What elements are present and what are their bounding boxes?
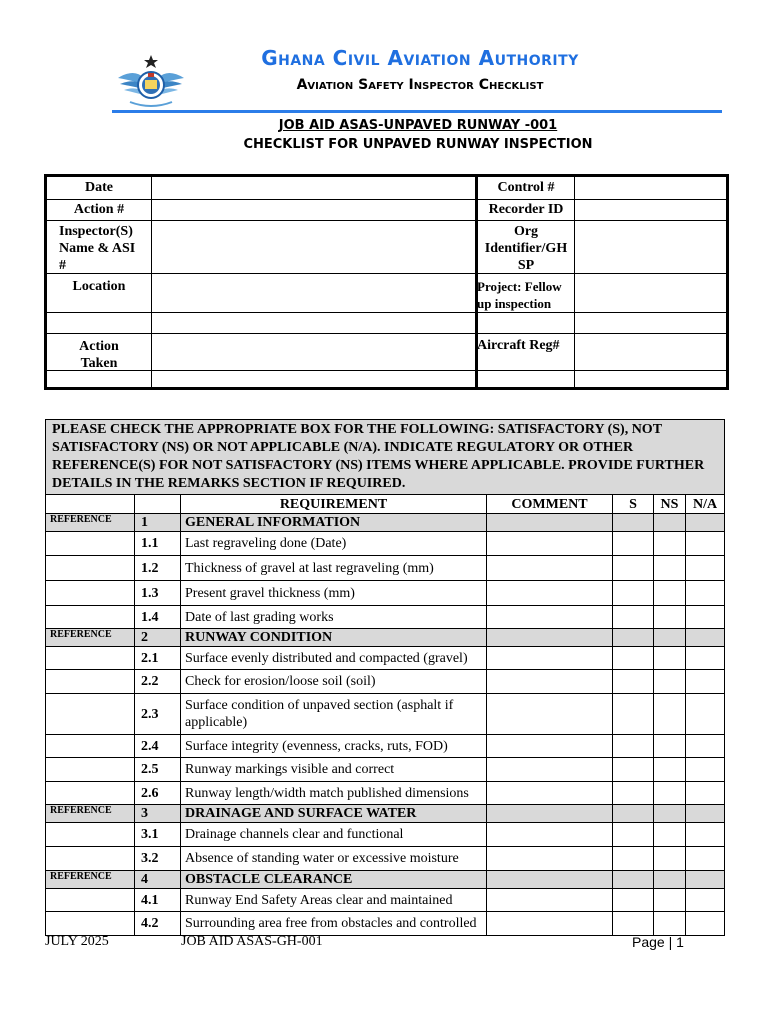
satisfactory-checkbox-cell[interactable] bbox=[613, 735, 654, 758]
not-satisfactory-checkbox-cell[interactable] bbox=[654, 889, 686, 912]
section-header-row bbox=[46, 805, 725, 823]
location-label: Location bbox=[72, 279, 126, 294]
not-satisfactory-checkbox-cell[interactable] bbox=[654, 556, 686, 581]
section-number: 1 bbox=[135, 514, 181, 532]
reference-cell[interactable] bbox=[46, 912, 135, 936]
checklist-item-row bbox=[46, 889, 725, 912]
satisfactory-checkbox-cell[interactable] bbox=[613, 847, 654, 871]
recorder-id-label: Recorder ID bbox=[488, 202, 564, 217]
action-number-field[interactable] bbox=[152, 200, 475, 220]
checklist-table bbox=[45, 419, 725, 936]
reference-cell[interactable] bbox=[46, 647, 135, 670]
date-label: Date bbox=[85, 180, 113, 195]
footer-page-number: Page | 1 bbox=[632, 934, 684, 950]
checklist-item-row bbox=[46, 670, 725, 694]
satisfactory-checkbox-cell[interactable] bbox=[613, 556, 654, 581]
project-field[interactable] bbox=[575, 274, 726, 312]
checklist-item-row bbox=[46, 847, 725, 871]
not-applicable-checkbox-cell[interactable] bbox=[686, 670, 725, 694]
requirement-text: Drainage channels clear and functional bbox=[181, 823, 487, 847]
instructions-text: PLEASE CHECK THE APPROPRIATE BOX FOR THE FOLLOWING: SATISFACTORY (S), NOT SATISFACTORY (NS) OR NOT APPLICABLE (N/A). INDICATE REGULATORY OR OTHER REFERENCE(S) FOR NOT SATISFACTORY (NS) ITEMS WHERE APPLICABLE. PROVIDE FURTHER DETAILS IN THE REMARKS SECTION IF REQUIRED. bbox=[46, 420, 725, 495]
gcaa-logo bbox=[116, 54, 186, 112]
reference-cell[interactable] bbox=[46, 694, 135, 735]
section-header-row bbox=[46, 871, 725, 889]
satisfactory-column-header: S bbox=[613, 495, 654, 514]
section-ns-cell bbox=[654, 629, 686, 647]
control-number-field[interactable] bbox=[575, 177, 726, 199]
reference-cell[interactable] bbox=[46, 581, 135, 606]
item-number: 1.4 bbox=[135, 606, 181, 629]
reference-column-header bbox=[46, 495, 135, 514]
section-header-row bbox=[46, 629, 725, 647]
comment-cell[interactable] bbox=[487, 782, 613, 805]
not-applicable-checkbox-cell[interactable] bbox=[686, 735, 725, 758]
item-number: 2.2 bbox=[135, 670, 181, 694]
checklist-item-row bbox=[46, 556, 725, 581]
section-na-cell bbox=[686, 514, 725, 532]
satisfactory-checkbox-cell[interactable] bbox=[613, 782, 654, 805]
item-number: 2.6 bbox=[135, 782, 181, 805]
comment-column-header: COMMENT bbox=[487, 495, 613, 514]
item-number: 3.1 bbox=[135, 823, 181, 847]
requirement-text: Check for erosion/loose soil (soil) bbox=[181, 670, 487, 694]
satisfactory-checkbox-cell[interactable] bbox=[613, 606, 654, 629]
checklist-item-row bbox=[46, 606, 725, 629]
not-satisfactory-checkbox-cell[interactable] bbox=[654, 735, 686, 758]
checklist-item-row bbox=[46, 782, 725, 805]
inspector-name-field[interactable] bbox=[152, 221, 475, 273]
item-number: 2.3 bbox=[135, 694, 181, 735]
section-s-cell bbox=[613, 629, 654, 647]
not-applicable-checkbox-cell[interactable] bbox=[686, 556, 725, 581]
checklist-item-row bbox=[46, 823, 725, 847]
footer-doc-code: JOB AID ASAS-GH-001 bbox=[181, 934, 323, 949]
item-number: 2.5 bbox=[135, 758, 181, 782]
org-title: Ghana Civil Aviation Authority bbox=[261, 46, 579, 70]
item-number: 3.2 bbox=[135, 847, 181, 871]
section-number: 4 bbox=[135, 871, 181, 889]
section-title: GENERAL INFORMATION bbox=[181, 514, 487, 532]
reference-cell[interactable] bbox=[46, 847, 135, 871]
not-satisfactory-checkbox-cell[interactable] bbox=[654, 670, 686, 694]
item-number: 4.1 bbox=[135, 889, 181, 912]
not-applicable-checkbox-cell[interactable] bbox=[686, 889, 725, 912]
item-number: 2.4 bbox=[135, 735, 181, 758]
section-comment-cell bbox=[487, 871, 613, 889]
item-number: 4.2 bbox=[135, 912, 181, 936]
section-s-cell bbox=[613, 805, 654, 823]
requirement-text: Last regraveling done (Date) bbox=[181, 532, 487, 556]
requirement-text: Surface integrity (evenness, cracks, ruts, FOD) bbox=[181, 735, 487, 758]
comment-cell[interactable] bbox=[487, 889, 613, 912]
header-rule bbox=[112, 110, 722, 113]
not-applicable-checkbox-cell[interactable] bbox=[686, 647, 725, 670]
section-reference-label: REFERENCE bbox=[46, 629, 135, 647]
satisfactory-checkbox-cell[interactable] bbox=[613, 581, 654, 606]
item-number: 1.1 bbox=[135, 532, 181, 556]
satisfactory-checkbox-cell[interactable] bbox=[613, 532, 654, 556]
satisfactory-checkbox-cell[interactable] bbox=[613, 694, 654, 735]
comment-cell[interactable] bbox=[487, 556, 613, 581]
not-applicable-checkbox-cell[interactable] bbox=[686, 782, 725, 805]
footer-date: JULY 2025 bbox=[45, 934, 109, 949]
comment-cell[interactable] bbox=[487, 647, 613, 670]
comment-cell[interactable] bbox=[487, 912, 613, 936]
action-taken-field[interactable] bbox=[152, 334, 475, 370]
doc-subtitle: CHECKLIST FOR UNPAVED RUNWAY INSPECTION bbox=[243, 137, 593, 152]
section-title: OBSTACLE CLEARANCE bbox=[181, 871, 487, 889]
section-header-row bbox=[46, 514, 725, 532]
reference-cell[interactable] bbox=[46, 735, 135, 758]
reference-cell[interactable] bbox=[46, 606, 135, 629]
control-number-label: Control # bbox=[497, 180, 555, 195]
aircraft-reg-field[interactable] bbox=[575, 334, 726, 370]
comment-cell[interactable] bbox=[487, 758, 613, 782]
location-field[interactable] bbox=[152, 274, 475, 312]
requirement-text: Present gravel thickness (mm) bbox=[181, 581, 487, 606]
org-subtitle: Aviation Safety Inspector Checklist bbox=[296, 77, 544, 93]
section-na-cell bbox=[686, 805, 725, 823]
comment-cell[interactable] bbox=[487, 735, 613, 758]
not-satisfactory-column-header: NS bbox=[654, 495, 686, 514]
comment-cell[interactable] bbox=[487, 823, 613, 847]
action-number-label: Action # bbox=[73, 202, 125, 217]
requirement-text: Runway End Safety Areas clear and maintained bbox=[181, 889, 487, 912]
aircraft-reg-label: Aircraft Reg# bbox=[477, 338, 560, 353]
satisfactory-checkbox-cell[interactable] bbox=[613, 889, 654, 912]
section-reference-label: REFERENCE bbox=[46, 805, 135, 823]
doc-title: JOB AID ASAS-UNPAVED RUNWAY -001 bbox=[278, 118, 558, 133]
requirement-column-header: REQUIREMENT bbox=[181, 495, 487, 514]
reference-cell[interactable] bbox=[46, 532, 135, 556]
comment-cell[interactable] bbox=[487, 581, 613, 606]
satisfactory-checkbox-cell[interactable] bbox=[613, 912, 654, 936]
not-satisfactory-checkbox-cell[interactable] bbox=[654, 581, 686, 606]
section-reference-label: REFERENCE bbox=[46, 514, 135, 532]
not-satisfactory-checkbox-cell[interactable] bbox=[654, 694, 686, 735]
reference-cell[interactable] bbox=[46, 782, 135, 805]
comment-cell[interactable] bbox=[487, 532, 613, 556]
not-applicable-checkbox-cell[interactable] bbox=[686, 581, 725, 606]
section-number: 2 bbox=[135, 629, 181, 647]
section-reference-label: REFERENCE bbox=[46, 871, 135, 889]
requirement-text: Surface evenly distributed and compacted (gravel) bbox=[181, 647, 487, 670]
reference-cell[interactable] bbox=[46, 758, 135, 782]
checklist-item-row bbox=[46, 912, 725, 936]
not-satisfactory-checkbox-cell[interactable] bbox=[654, 758, 686, 782]
section-s-cell bbox=[613, 871, 654, 889]
not-satisfactory-checkbox-cell[interactable] bbox=[654, 782, 686, 805]
not-applicable-checkbox-cell[interactable] bbox=[686, 532, 725, 556]
inspection-info-table bbox=[44, 174, 729, 390]
not-applicable-checkbox-cell[interactable] bbox=[686, 758, 725, 782]
not-satisfactory-checkbox-cell[interactable] bbox=[654, 532, 686, 556]
item-number: 1.2 bbox=[135, 556, 181, 581]
checklist-item-row bbox=[46, 647, 725, 670]
requirement-text: Surface condition of unpaved section (asphalt if applicable) bbox=[181, 694, 487, 735]
checklist-item-row bbox=[46, 581, 725, 606]
requirement-text: Surrounding area free from obstacles and controlled bbox=[181, 912, 487, 936]
org-identifier-field[interactable] bbox=[575, 221, 726, 273]
section-number: 3 bbox=[135, 805, 181, 823]
section-comment-cell bbox=[487, 514, 613, 532]
project-label: Project: Fellow up inspection bbox=[477, 279, 562, 311]
section-comment-cell bbox=[487, 629, 613, 647]
inspector-name-label: Inspector(S) Name & ASI # bbox=[59, 224, 136, 273]
date-field[interactable] bbox=[152, 177, 475, 199]
not-satisfactory-checkbox-cell[interactable] bbox=[654, 647, 686, 670]
not-satisfactory-checkbox-cell[interactable] bbox=[654, 847, 686, 871]
number-column-header bbox=[135, 495, 181, 514]
requirement-text: Thickness of gravel at last regraveling (mm) bbox=[181, 556, 487, 581]
satisfactory-checkbox-cell[interactable] bbox=[613, 758, 654, 782]
item-number: 1.3 bbox=[135, 581, 181, 606]
section-s-cell bbox=[613, 514, 654, 532]
satisfactory-checkbox-cell[interactable] bbox=[613, 670, 654, 694]
comment-cell[interactable] bbox=[487, 670, 613, 694]
requirement-text: Runway markings visible and correct bbox=[181, 758, 487, 782]
not-applicable-checkbox-cell[interactable] bbox=[686, 694, 725, 735]
checklist-item-row bbox=[46, 758, 725, 782]
requirement-text: Runway length/width match published dimensions bbox=[181, 782, 487, 805]
satisfactory-checkbox-cell[interactable] bbox=[613, 647, 654, 670]
comment-cell[interactable] bbox=[487, 606, 613, 629]
item-number: 2.1 bbox=[135, 647, 181, 670]
satisfactory-checkbox-cell[interactable] bbox=[613, 823, 654, 847]
reference-cell[interactable] bbox=[46, 556, 135, 581]
checklist-item-row bbox=[46, 694, 725, 735]
comment-cell[interactable] bbox=[487, 694, 613, 735]
reference-cell[interactable] bbox=[46, 823, 135, 847]
not-applicable-checkbox-cell[interactable] bbox=[686, 606, 725, 629]
org-identifier-label: Org Identifier/GH SP bbox=[484, 224, 568, 273]
not-applicable-checkbox-cell[interactable] bbox=[686, 847, 725, 871]
section-ns-cell bbox=[654, 514, 686, 532]
recorder-id-field[interactable] bbox=[575, 200, 726, 220]
requirement-text: Absence of standing water or excessive moisture bbox=[181, 847, 487, 871]
not-satisfactory-checkbox-cell[interactable] bbox=[654, 823, 686, 847]
section-title: RUNWAY CONDITION bbox=[181, 629, 487, 647]
section-comment-cell bbox=[487, 805, 613, 823]
not-applicable-column-header: N/A bbox=[686, 495, 725, 514]
not-applicable-checkbox-cell[interactable] bbox=[686, 823, 725, 847]
checklist-item-row bbox=[46, 532, 725, 556]
section-ns-cell bbox=[654, 871, 686, 889]
requirement-text: Date of last grading works bbox=[181, 606, 487, 629]
section-title: DRAINAGE AND SURFACE WATER bbox=[181, 805, 487, 823]
section-ns-cell bbox=[654, 805, 686, 823]
reference-cell[interactable] bbox=[46, 889, 135, 912]
reference-cell[interactable] bbox=[46, 670, 135, 694]
section-na-cell bbox=[686, 629, 725, 647]
not-applicable-checkbox-cell[interactable] bbox=[686, 912, 725, 936]
comment-cell[interactable] bbox=[487, 847, 613, 871]
section-na-cell bbox=[686, 871, 725, 889]
action-taken-label: Action Taken bbox=[79, 339, 119, 371]
not-satisfactory-checkbox-cell[interactable] bbox=[654, 606, 686, 629]
checklist-item-row bbox=[46, 735, 725, 758]
not-satisfactory-checkbox-cell[interactable] bbox=[654, 912, 686, 936]
